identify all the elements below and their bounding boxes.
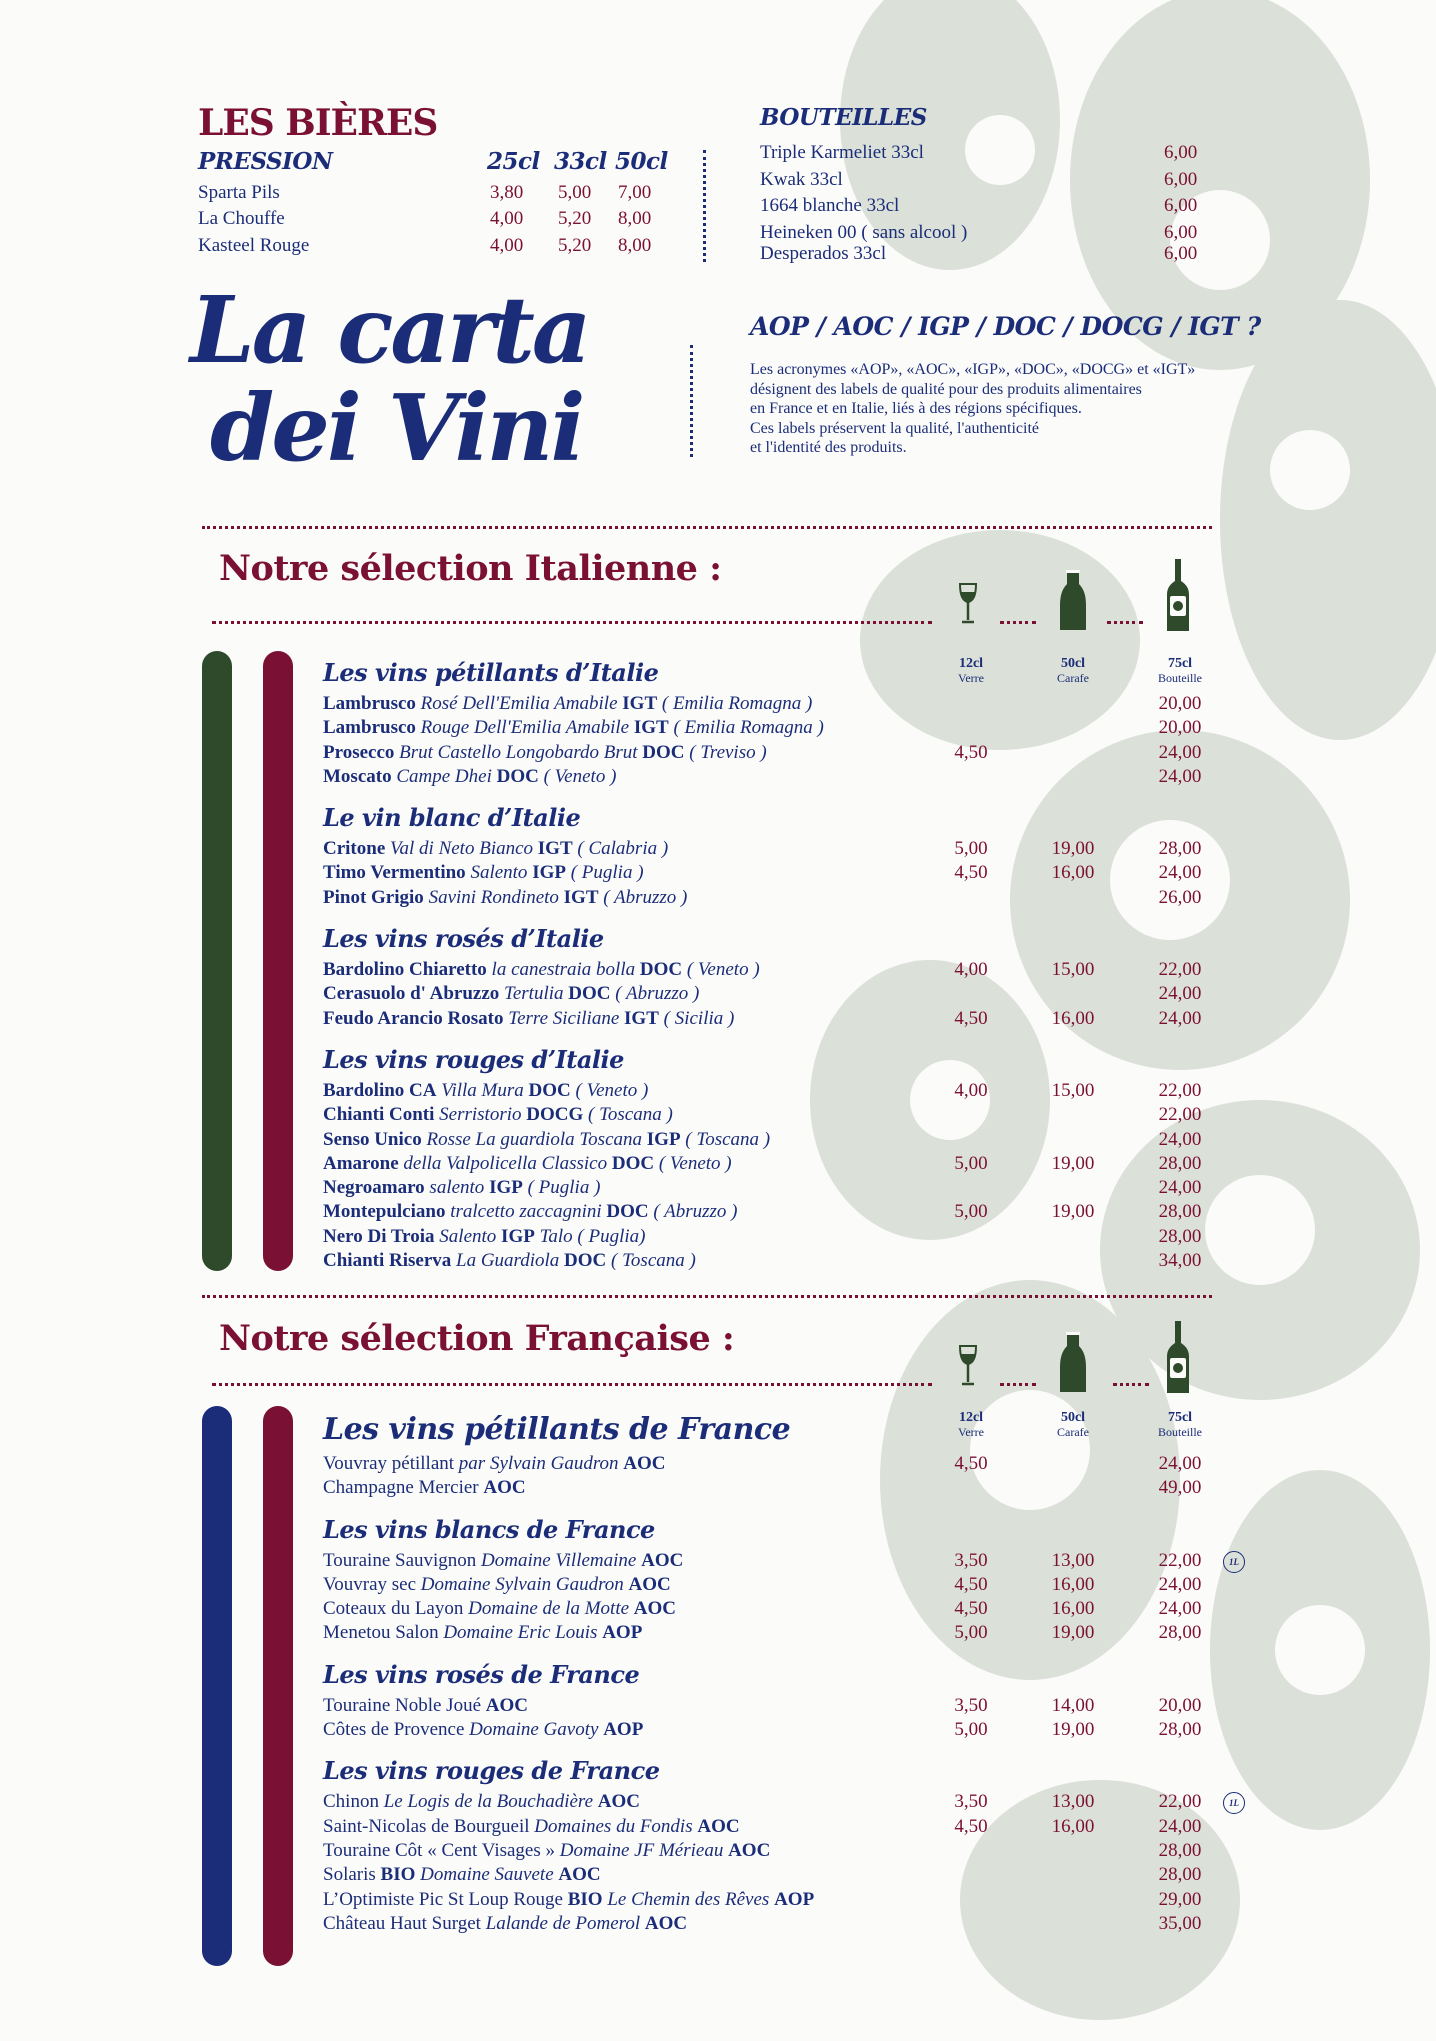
aop-line: Les acronymes «AOP», «AOC», «IGP», «DOC», «DOCG» et «IGT» (750, 361, 1196, 378)
wine-text-label: DOC (606, 1201, 649, 1223)
wine-text-name: Critone (323, 838, 386, 860)
wine-text-label: DOC (568, 983, 611, 1005)
beer-name: Kasteel Rouge (198, 235, 310, 256)
italian-flag-stripe-green (202, 651, 232, 1271)
wine-row (323, 1718, 1263, 1742)
wine-row (323, 1912, 1263, 1936)
price-bouteille: 22,00 (1158, 1079, 1202, 1101)
price-carafe: 16,00 (1051, 1007, 1095, 1029)
price-verre: 5,00 (954, 838, 988, 860)
wine-row (323, 1079, 1263, 1103)
wine-row (323, 1225, 1263, 1249)
category-title: Les vins rosés d’Italie (323, 924, 604, 954)
beer-price: 4,00 (490, 208, 524, 229)
wine-text-name: Lambrusco (323, 717, 416, 739)
price-verre: 4,00 (954, 1079, 988, 1101)
divider-dotted (1107, 621, 1143, 624)
price-bouteille: 22,00 (1158, 1791, 1202, 1813)
wine-text-label: AOC (558, 1864, 601, 1886)
price-bouteille: 49,00 (1158, 1477, 1202, 1499)
wine-text-description: ( Abruzzo ) (598, 886, 688, 908)
wine-bottle-icon (1166, 558, 1190, 636)
divider-dotted (1000, 1383, 1036, 1386)
wine-row (323, 765, 1263, 789)
wine-row (323, 1007, 1263, 1031)
bottle-beer-price: 6,00 (1164, 169, 1198, 190)
french-flag-stripe-red (263, 1406, 293, 1966)
wine-row (323, 1863, 1263, 1887)
wine-row (323, 1815, 1263, 1839)
price-carafe: 14,00 (1051, 1694, 1095, 1716)
bottles-title: BOUTEILLES (760, 104, 927, 131)
price-verre: 5,00 (954, 1622, 988, 1644)
wine-row (323, 837, 1263, 861)
liter-badge-icon: 1L (1223, 1551, 1245, 1573)
wine-row (323, 1888, 1263, 1912)
wine-text-name: Château Haut Surget (323, 1912, 481, 1934)
wine-text-description: La Guardiola (451, 1250, 565, 1272)
wine-row (323, 692, 1263, 716)
wine-row (323, 1128, 1263, 1152)
category-title: Les vins pétillants d’Italie (323, 658, 659, 687)
wine-text-description: tralcetto zaccagnini (445, 1201, 607, 1223)
wine-text-name: Negroamaro (323, 1177, 425, 1199)
wine-row (323, 1103, 1263, 1127)
price-bouteille: 24,00 (1158, 1177, 1202, 1199)
column-size: 75cl (1167, 1410, 1193, 1425)
beer-price: 7,00 (618, 182, 652, 203)
price-bouteille: 24,00 (1158, 741, 1202, 763)
price-bouteille: 20,00 (1158, 693, 1202, 714)
price-bouteille: 24,00 (1158, 1815, 1202, 1837)
column-size: 50cl (1060, 1410, 1086, 1425)
carafe-icon (1059, 568, 1087, 636)
divider-dotted (1113, 1383, 1149, 1386)
wine-text-name: Solaris (323, 1864, 381, 1886)
price-bouteille: 24,00 (1158, 1598, 1202, 1620)
wine-text-description: salento (424, 1177, 490, 1199)
wine-text-name: Nero Di Troia (323, 1225, 435, 1247)
divider-dotted (202, 1295, 1212, 1298)
wine-text-name: Champagne Mercier (323, 1477, 484, 1499)
wine-text-label: DOCG (526, 1104, 584, 1126)
bottle-beer-name: Triple Karmeliet 33cl (760, 142, 924, 163)
wine-text-name: Chianti Conti (323, 1104, 435, 1126)
price-verre: 4,50 (954, 1007, 988, 1029)
aop-line: désignent des labels de qualité pour des produits alimentaires (750, 380, 1142, 398)
wine-text-name: Côtes de Provence (323, 1719, 465, 1741)
price-verre: 4,50 (954, 1453, 988, 1474)
aop-line: et l'identité des produits. (750, 439, 907, 456)
beer-name: Sparta Pils (198, 182, 280, 203)
wine-text-description: ( Puglia ) (522, 1177, 601, 1199)
wine-row (323, 1249, 1263, 1273)
price-verre: 3,50 (954, 1694, 988, 1716)
price-verre: 5,00 (954, 1201, 988, 1223)
wine-text-label: IGT (563, 886, 599, 908)
wine-text-name: Bardolino Chiaretto (323, 959, 487, 981)
price-verre: 3,50 (954, 1791, 988, 1813)
wine-text-label: AOP (774, 1888, 815, 1910)
price-verre: 5,00 (954, 1152, 988, 1174)
price-bouteille: 28,00 (1158, 1622, 1202, 1644)
price-verre: 4,50 (954, 741, 988, 763)
wine-row (323, 1621, 1263, 1645)
wine-row (323, 1176, 1263, 1200)
price-bouteille: 24,00 (1158, 862, 1202, 884)
wine-text-description: Brut Castello Longobardo Brut (394, 741, 643, 763)
wine-row (323, 1790, 1263, 1814)
bottle-beer-price: 6,00 (1164, 142, 1198, 163)
price-bouteille: 28,00 (1158, 838, 1202, 860)
wine-row (323, 958, 1263, 982)
column-size: 12cl (958, 1410, 984, 1425)
wine-text-label: AOC (485, 1694, 528, 1716)
size-25cl: 25cl (487, 148, 540, 175)
wine-text-description: Rosse La guardiola Toscana (421, 1128, 647, 1150)
column-size: 50cl (1060, 656, 1086, 671)
beer-price: 3,80 (490, 182, 524, 203)
column-label: Verre (958, 671, 984, 685)
carafe-icon (1059, 1330, 1087, 1398)
wine-text-description: della Valpolicella Classico (398, 1152, 612, 1174)
wine-text-description: Domaine de la Motte (463, 1598, 634, 1620)
wine-text-label: IGP (489, 1177, 523, 1199)
wine-text-description: Savini Rondineto (423, 886, 564, 908)
bottle-beer-name: 1664 blanche 33cl (760, 195, 900, 216)
logo-line-2: dei Vini (210, 374, 583, 482)
liter-badge-icon: 1L (1223, 1792, 1245, 1814)
bottle-beer-name: Desperados 33cl (760, 243, 887, 264)
wine-text-name: Bardolino CA (323, 1079, 437, 1101)
beer-name: La Chouffe (198, 208, 285, 229)
wine-row (323, 716, 1263, 740)
wine-text-label: DOC (528, 1079, 571, 1101)
wine-text-name: Vouvray sec (323, 1573, 417, 1595)
wine-text-description: ( Puglia ) (565, 862, 644, 884)
wine-text-label: AOC (641, 1549, 684, 1571)
bottle-beer-price: 6,00 (1164, 222, 1198, 243)
wine-text-label: AOC (623, 1453, 666, 1474)
wine-bottle-icon (1166, 1320, 1190, 1398)
wine-text-label: IGT (633, 717, 669, 739)
wine-text-description: la canestraia bolla (486, 959, 640, 981)
wine-text-description: ( Toscana ) (680, 1128, 771, 1150)
wine-glass-icon (957, 1344, 979, 1392)
price-carafe: 16,00 (1051, 1815, 1095, 1837)
category-title: Les vins rouges d’Italie (323, 1044, 624, 1074)
wine-text-description: par Sylvain Gaudron (454, 1453, 624, 1474)
wine-text-label: DOC (564, 1250, 607, 1272)
price-bouteille: 24,00 (1158, 1573, 1202, 1595)
price-carafe: 15,00 (1051, 1079, 1095, 1101)
wine-text-description: Domaines du Fondis (529, 1815, 698, 1837)
price-carafe: 16,00 (1051, 1598, 1095, 1620)
aop-description (750, 360, 1195, 458)
wine-text-description: Villa Mura (436, 1079, 529, 1101)
wine-row (323, 1452, 1263, 1476)
wine-text-description: ( Sicilia ) (658, 1007, 735, 1029)
price-carafe: 19,00 (1051, 1719, 1095, 1741)
wine-text-name: Chinon (323, 1791, 379, 1813)
category-title: Les vins blancs de France (323, 1514, 655, 1544)
wine-glass-icon (957, 582, 979, 630)
price-verre: 4,50 (954, 1598, 988, 1620)
price-bouteille: 28,00 (1158, 1864, 1202, 1886)
wine-text-description: Domaine Gavoty (464, 1719, 604, 1741)
price-verre: 4,00 (954, 959, 988, 981)
wine-text-label: DOC (496, 765, 539, 787)
wine-text-label: BIO (380, 1864, 416, 1886)
category-title: Le vin blanc d’Italie (323, 803, 581, 833)
bottle-beer-price: 6,00 (1164, 195, 1198, 216)
wine-text-label: IGT (537, 838, 573, 860)
wine-text-description: Salento (465, 862, 533, 884)
price-carafe: 13,00 (1051, 1791, 1095, 1813)
wine-text-description: ( Emilia Romagna ) (668, 717, 824, 739)
wine-text-description: Domaine Villemaine (476, 1549, 642, 1571)
divider-dotted (1000, 621, 1036, 624)
price-verre: 4,50 (954, 1815, 988, 1837)
wine-text-name: Prosecco (323, 741, 395, 763)
wine-row (323, 861, 1263, 885)
beer-price: 5,20 (558, 208, 592, 229)
wine-text-name: Touraine Côt « Cent Visages » (323, 1839, 556, 1861)
price-bouteille: 28,00 (1158, 1201, 1202, 1223)
wine-text-name: Menetou Salon (323, 1622, 439, 1644)
wine-row (323, 1839, 1263, 1863)
wine-row (323, 886, 1263, 910)
wine-text-description: Tertulia (499, 983, 569, 1005)
divider-dotted (690, 345, 693, 457)
price-bouteille: 24,00 (1158, 983, 1202, 1005)
bottle-beer-name: Heineken 00 ( sans alcool ) (760, 222, 968, 243)
wine-text-label: AOC (697, 1815, 740, 1837)
wine-row (323, 1152, 1263, 1176)
wine-text-label: DOC (642, 741, 685, 763)
price-bouteille: 28,00 (1158, 1719, 1202, 1741)
price-verre: 4,50 (954, 1573, 988, 1595)
wine-text-name: Timo Vermentino (323, 862, 466, 884)
price-carafe: 16,00 (1051, 862, 1095, 884)
price-bouteille: 24,00 (1158, 1128, 1202, 1150)
wine-text-name: Cerasuolo d' Abruzzo (323, 983, 500, 1005)
wine-text-description: Le Logis de la Bouchadière (378, 1791, 598, 1813)
aop-line: Ces labels préservent la qualité, l'authenticité (750, 419, 1039, 437)
wine-text-name: Lambrusco (323, 693, 416, 714)
wine-text-name: Vouvray pétillant (323, 1453, 455, 1474)
wine-row (323, 1549, 1263, 1573)
wine-text-label: AOC (597, 1791, 641, 1813)
wine-text-description: ( Toscana ) (583, 1104, 673, 1126)
wine-text-description: Rouge Dell'Emilia Amabile (415, 717, 634, 739)
wine-text-description: Domaine Eric Louis (438, 1622, 603, 1644)
wine-text-name: IGT (624, 1007, 659, 1029)
column-label: Carafe (1057, 671, 1089, 685)
wine-text-name: Coteaux du Layon (323, 1598, 464, 1620)
wine-text-description: Talo ( Puglia) (534, 1225, 646, 1247)
column-size: 75cl (1167, 656, 1193, 671)
wine-text-description: ( Abruzzo ) (648, 1201, 738, 1223)
divider-dotted (212, 621, 932, 624)
beers-title: LES BIÈRES (198, 102, 438, 144)
price-carafe: 19,00 (1051, 838, 1095, 860)
wine-text-label: AOC (628, 1573, 671, 1595)
wine-text-description: ( Veneto ) (538, 765, 617, 787)
price-bouteille: 26,00 (1158, 886, 1202, 908)
wine-text-name: L’Optimiste Pic St Loup Rouge (323, 1888, 568, 1910)
divider-dotted (703, 150, 706, 262)
draft-title: PRESSION (198, 148, 333, 175)
wine-row (323, 1200, 1263, 1224)
size-50cl: 50cl (615, 148, 668, 175)
aop-title: AOP / AOC / IGP / DOC / DOCG / IGT ? (750, 312, 1261, 341)
price-bouteille: 35,00 (1158, 1912, 1202, 1934)
wine-text-name: Montepulciano (323, 1201, 446, 1223)
price-bouteille: 22,00 (1158, 1549, 1202, 1571)
wine-row (323, 1694, 1263, 1718)
wine-text-name: Touraine Noble Joué (323, 1694, 486, 1716)
wine-text-label: AOC (644, 1912, 688, 1934)
wine-text-description: Serristorio (434, 1104, 527, 1126)
wine-text-label: BIO (567, 1888, 603, 1910)
price-carafe: 13,00 (1051, 1549, 1095, 1571)
price-bouteille: 20,00 (1158, 717, 1202, 739)
wine-text-description: ( Toscana ) (606, 1250, 696, 1272)
column-label: Bouteille (1158, 1425, 1202, 1439)
price-bouteille: 24,00 (1158, 1007, 1202, 1029)
wine-text-description: Domaine Sauvete (415, 1864, 559, 1886)
wine-text-label: IGP (501, 1225, 535, 1247)
price-bouteille: 22,00 (1158, 959, 1202, 981)
wine-text-label: IGP (532, 862, 566, 884)
price-bouteille: 24,00 (1158, 765, 1202, 787)
france-wine-list (323, 1408, 1263, 1936)
wine-text-description: ( Veneto ) (654, 1152, 732, 1174)
italian-flag-stripe-red (263, 651, 293, 1271)
price-bouteille: 29,00 (1158, 1888, 1202, 1910)
divider-dotted (212, 1383, 932, 1386)
wine-text-label: IGP (646, 1128, 681, 1150)
italy-wine-list (323, 654, 1263, 1273)
price-verre: 5,00 (954, 1719, 988, 1741)
wine-text-description: Terre Siciliane (503, 1007, 625, 1029)
wine-text-name: Moscato (323, 765, 392, 787)
wine-text-label: DOC (639, 959, 683, 981)
price-carafe: 19,00 (1051, 1152, 1095, 1174)
bottle-beer-name: Kwak 33cl (760, 169, 843, 190)
column-size: 12cl (958, 656, 984, 671)
wine-text-name: Feudo Arancio Rosato (323, 1007, 504, 1029)
wine-text-description: Campe Dhei (391, 765, 497, 787)
wine-text-description: Rosé Dell'Emilia Amabile (415, 693, 623, 714)
wine-text-label: AOP (603, 1719, 644, 1741)
price-bouteille: 22,00 (1158, 1104, 1202, 1126)
wine-text-label: AOC (483, 1477, 526, 1499)
price-carafe: 19,00 (1051, 1201, 1095, 1223)
wine-text-label: IGT (622, 693, 658, 714)
wine-text-description: Salento (434, 1225, 502, 1247)
wine-row (323, 982, 1263, 1006)
wine-row (323, 1476, 1263, 1500)
price-carafe: 15,00 (1051, 959, 1095, 981)
wine-row (323, 1573, 1263, 1597)
wine-row (323, 1597, 1263, 1621)
column-label: Carafe (1057, 1425, 1089, 1439)
price-verre: 4,50 (954, 862, 988, 884)
french-flag-stripe-blue (202, 1406, 232, 1966)
price-bouteille: 28,00 (1158, 1225, 1202, 1247)
price-bouteille: 34,00 (1158, 1250, 1202, 1272)
price-carafe: 19,00 (1051, 1622, 1095, 1644)
divider-dotted (202, 526, 1212, 529)
wine-text-description: ( Treviso ) (684, 741, 767, 763)
beer-price: 8,00 (618, 208, 652, 229)
wine-text-label: DOC (611, 1152, 655, 1174)
column-label: Bouteille (1158, 671, 1202, 685)
category-title: Les vins rouges de France (323, 1756, 660, 1786)
wine-text-description: ( Calabria ) (572, 838, 669, 860)
wine-text-name: Touraine Sauvignon (323, 1549, 477, 1571)
logo-line-1: La carta (190, 276, 589, 384)
price-carafe: 16,00 (1051, 1573, 1095, 1595)
bottle-beer-price: 6,00 (1164, 243, 1198, 264)
beer-price: 5,00 (558, 182, 592, 203)
price-bouteille: 20,00 (1158, 1694, 1202, 1716)
wine-text-name: Chianti Riserva (323, 1250, 452, 1272)
beer-price: 8,00 (618, 235, 652, 256)
wine-text-description: Val di Neto Bianco (385, 838, 538, 860)
price-verre: 3,50 (954, 1549, 988, 1571)
wine-text-description: Domaine Sylvain Gaudron (416, 1573, 629, 1595)
wine-text-name: Senso Unico (323, 1128, 422, 1150)
wine-text-description: ( Abruzzo ) (610, 983, 700, 1005)
aop-line: en France et en Italie, liés à des régions spécifiques. (750, 400, 1082, 417)
wine-text-name: Amarone (323, 1152, 399, 1174)
price-bouteille: 24,00 (1158, 1453, 1202, 1474)
wine-text-label: AOC (728, 1839, 771, 1861)
wine-text-name: Pinot Grigio (323, 886, 424, 908)
wine-text-description: Le Chemin des Rêves (602, 1888, 775, 1910)
wine-row (323, 741, 1263, 765)
category-title: Les vins pétillants de France (323, 1412, 791, 1447)
category-title: Les vins rosés de France (323, 1659, 640, 1689)
france-section-title: Notre sélection Française : (219, 1318, 735, 1359)
wine-text-description: Domaine JF Mérieau (555, 1839, 729, 1861)
wine-text-description: Lalande de Pomerol (480, 1912, 645, 1934)
wine-text-name: Saint-Nicolas de Bourgueil (323, 1815, 530, 1837)
wine-text-description: ( Veneto ) (570, 1079, 649, 1101)
column-label: Verre (958, 1425, 984, 1439)
wine-text-description: ( Veneto ) (682, 959, 760, 981)
price-bouteille: 28,00 (1158, 1839, 1202, 1861)
wine-text-description: ( Emilia Romagna ) (657, 693, 813, 714)
beer-price: 5,20 (558, 235, 592, 256)
wine-text-label: AOC (633, 1598, 677, 1620)
size-33cl: 33cl (554, 148, 607, 175)
wine-text-label: AOP (602, 1622, 643, 1644)
price-bouteille: 28,00 (1158, 1152, 1202, 1174)
beer-price: 4,00 (490, 235, 524, 256)
italy-section-title: Notre sélection Italienne : (219, 548, 722, 589)
